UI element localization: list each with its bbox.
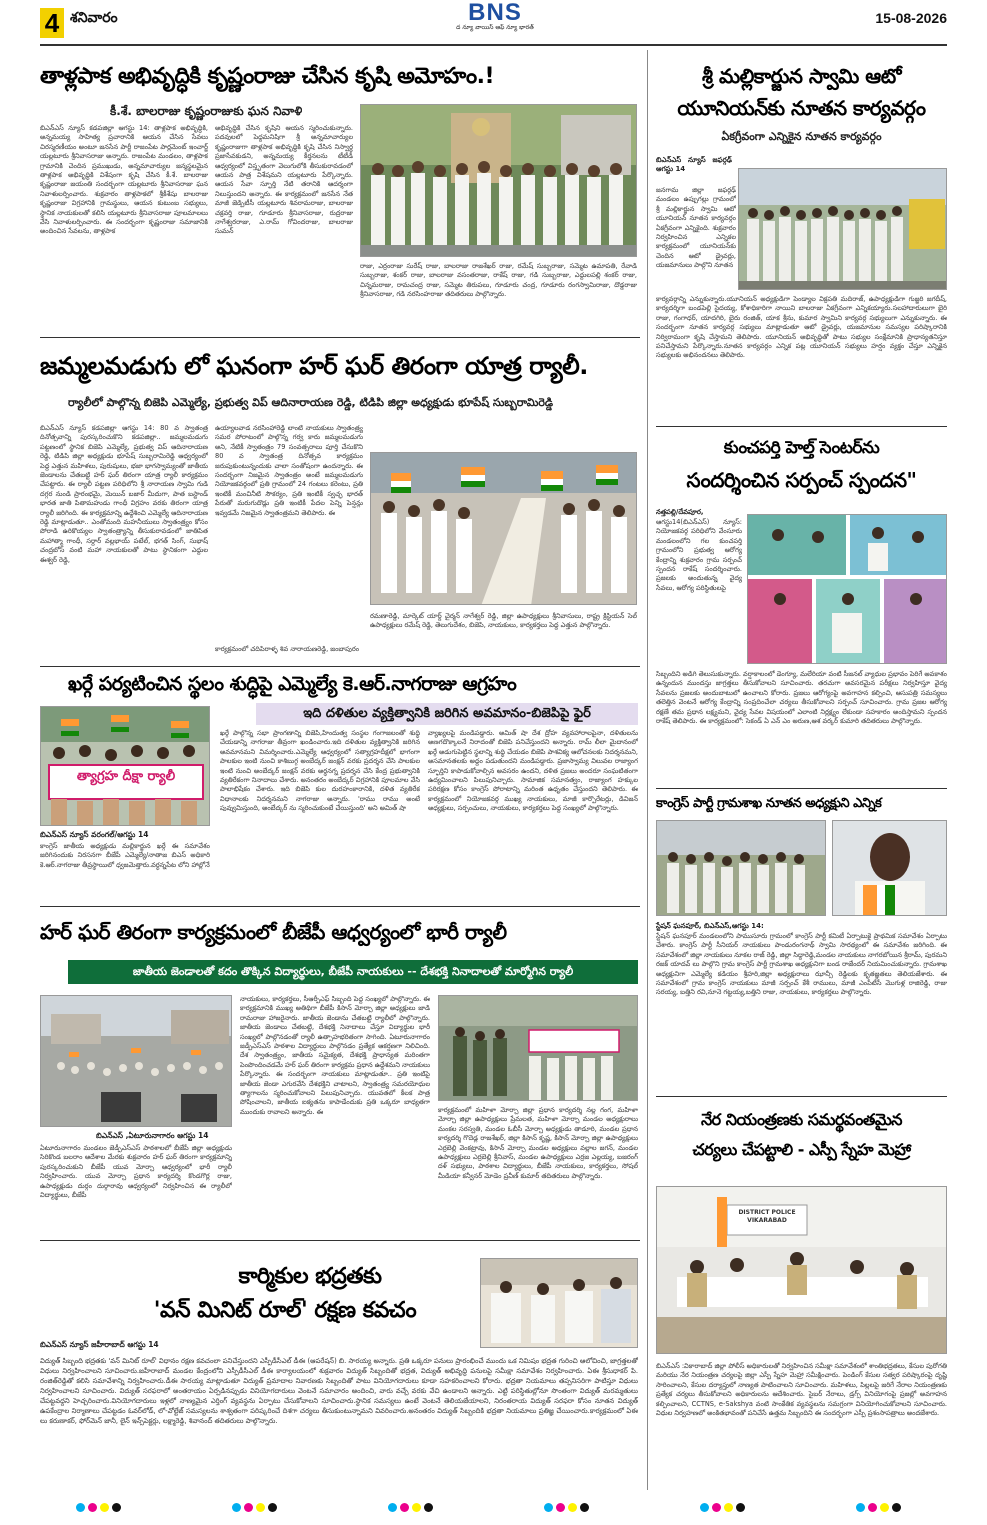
photo-sign-text: DISTRICT POLICE VIKARABAD	[738, 1209, 796, 1224]
story3-body-col1: కాంగ్రెస్ జాతీయ అధ్యక్షుడు మల్లికార్జున ఖర్గే ఈ సమావేశం జరిగినందుకు నిరసనగా బీజేపీ ఎమ్మెల్యే/నాతాజ బిఎస్ అధికారి కె.ఆర్.నాగరాజు తీవ్రస్థాయిలో ధ్వజమెత్తారు.వర్ధన్నపేట లోని హాల్లోనే	[40, 842, 210, 869]
story1-subhead: కీ.శే. బాలరాజు కృష్ణంరాజుకు ఘన నివాళి	[110, 104, 303, 118]
story-divider	[656, 1096, 947, 1097]
story2-body-col2: ఉయ్యాలవాడ నరసింహారెడ్డి లాంటి నాయకులు స్వాతంత్ర్య సమర పోరాటంలో పాల్గొన్న గర్వ కారు జమ్మలమడుగు అని, నేటికీ స్వాతంత్రం 79 సంవత్సరాలు పూర్తి చేసుకొని 80 వ స్వాతంత్ర దినోత్సవ కార్యక్రమం జరుపుకుంటున్నందుకు చాలా సంతోషంగా ఉందన్నారు. ఈ సందర్భంగా నిజమైన స్వాతంత్రం అంటే జమ్మలమడుగు నియోజకవర్గంలో ప్రతి గ్రామంలో 24 గంటలు కరెంటు, ప్రతి ఇంటికీ మంచినీటి సౌకర్యం, ప్రతి ఇంటికీ స్వచ్ఛ భారత్ పేరుతో మరుగుదొడ్లు ప్రతి ఇంటికీ పేదల పెన్ని పెన్షన్లు ఇవ్వడమే నిజమైన స్వాతంత్రమని తెలిపారు. ఈ	[215, 424, 363, 517]
story3-body-col2: ఖర్గే పాల్గొన్న సభా ప్రాంగణాన్ని బిజెపి,హిందుత్వ సంస్థల గంగాజలంతో శుద్ధి చేయడాన్ని నాగరాజు తీవ్రంగా ఖండించారు.ఇది దళితుల వ్యక్తిత్వానికి జరిగిన అవమానమని విమర్శించారు.ఎమ్మెల్యే ఆధ్వర్యంలో సత్యాగ్రహదీక్షలో భాగంగా పాలకుల ఇంటి నుంచి కాశిబుగ్గ అంబేద్కర్ జంక్షన్ వరకు ప్రదర్శన చేసి పాలకుల ఇంటి నుంచి అంబేద్కర్ జంక్షన్ వరకు అర్ధనగ్న ప్రదర్శన చేసి కేంద్ర ప్రభుత్వానికి వ్యతిరేకంగా నినాదాలు చేశారు. అనంతరం అంబేద్కర్ విగ్రహానికి పూలమాల వేసి పాలాభిషేకం చేశారు. ఇది బిజెపి కుల దురహంకారానికి, దళిత వ్యతిరేక విధానాలకు నిదర్శనమని నాగరాజు అన్నారు. 'రాము రాము అంటే పువ్వుమిస్తుంది, అంబేద్కర్ ను స్మరించుకుంటే చేయిస్తుంది' అని అమిత్ షా	[220, 729, 420, 813]
registration-marks	[76, 1503, 121, 1512]
story5-dateline: బిఎన్ఎస్ న్యూస్ జహీరాబాద్ ఆగస్టు 14	[40, 1340, 159, 1349]
story2-subhead: ర్యాలీలో పాల్గొన్న బిజెపి ఎమ్మెల్యే, ప్రభుత్వ విప్ ఆదినారాయణ రెడ్డి, టిడిపి జిల్లా అధ్యక్షుడు భూపేష్ సుబ్బరామిరెడ్డి	[68, 396, 554, 409]
story4-photo-left	[40, 995, 232, 1127]
statue-tribute-photo	[361, 105, 637, 257]
right3-photo-portrait	[832, 820, 947, 916]
registration-marks	[700, 1503, 745, 1512]
right1-body-full: కార్యవర్గాన్ని ఎన్నుకున్నారు.యూనియన్ అధ్యక్షుడిగా పెండ్యాల విక్రపతి మదిరాజ్, ఉపాధ్యక్షుడిగా గుజ్జరి జగదీష్, కార్యదర్శిగా బండపెల్లి సైదయ్య, కోశాధికారిగా నాయిని బాలరాజు ఏకగ్రీవంగా ఎన్నికయ్యారు.సలహాదారులుగా బైరి రాజు, గంగాధర్, యాదగిరి, బైరు రంజిత్, యాక శ్రీను, కుమార స్వామిని కార్యవర్గ సభ్యులుగా ఎన్నుకున్నారు. ఈ సందర్భంగా నూతన కార్యవర్గ సభ్యులు మాట్లాడుతూ ఆటో డ్రైవర్లు, యజమానుల సమస్యల పరిష్కారానికి నిర్విరామంగా కృషి చేస్తామని తెలిపారు. యూనియన్ అభివృద్ధితో పాటు సభ్యుల సంక్షేమానికి ప్రాధాన్యతనిస్తూ పనిచేస్తామని పేర్కొన్నారు.నూతన కార్యవర్గం ఎన్నిక పట్ల యూనియన్ సభ్యులు హర్షం వ్యక్తం చేస్తూ ఎన్నికైన సభ్యులకు అభినందనలు తెలిపారు.	[656, 295, 947, 360]
right3-dateline: స్టేషన్ ఘనపూర్, బిఎన్ఎస్,ఆగస్టు 14:	[656, 922, 764, 930]
right1-headline-line1: శ్రీ మల్లికార్జున స్వామి ఆటో	[701, 64, 902, 88]
story5-headline-line2: 'వన్ మినిట్ రూల్' రక్షణ కవచం	[153, 1298, 417, 1323]
masthead-day: శనివారం	[70, 10, 118, 26]
right1-body-col1: జనగామ జిల్లా జఫర్గఢ్ మండలం ఉప్పుగల్లు గ్రామంలో శ్రీ మల్లికార్జున స్వామి ఆటో యూనియన్ నూతన కార్యవర్గం ఏకగ్రీవంగా ఎన్నికైంది. శుక్రవారం నిర్వహించిన ఎన్నికల కార్యక్రమంలో యూనియన్‌కు చెందిన ఆటో డ్రైవర్లు, యజమానులు పాల్గొని నూతన	[656, 186, 736, 270]
registration-marks	[856, 1503, 901, 1512]
story-divider	[656, 788, 947, 789]
registration-marks	[388, 1503, 433, 1512]
masthead	[0, 0, 987, 44]
story3-subhead: ఇది దళితుల వ్యక్తిత్వానికి జరిగిన అవమానం-బిజెపిపై ఫైర్	[256, 703, 638, 725]
story3-photo	[40, 706, 210, 826]
story-divider	[656, 426, 947, 427]
right4-body: బిఎన్ఎస్ :వికారాబాద్ జిల్లా పోలీస్ అధికారులతో నిర్వహించిన సమీక్షా సమావేశంలో శాంతిభద్రతలు, కేసుల పురోగతి మరియు నేర నియంత్రణ చర్యలపై జిల్లా ఎస్పీ స్నేహ మెహ్రా సమీక్షించారు. పెండింగ్ కేసుల సత్వర పరిష్కారంపై దృష్టి సారించాలని, కేసుల దర్యాప్తులో నాణ్యత పాటించాలని సూచించారు. మహిళలు, పిల్లలపై జరిగే నేరాల నియంత్రణకు ప్రత్యేక చర్యలు తీసుకోవాలని అధికారులను ఆదేశించారు. సైబర్ నేరాలు, డ్రగ్స్ వినియోగంపై ప్రజల్లో అవగాహన కల్పించాలని, CCTNS, e-Sakshya వంటి సాంకేతిక వ్యవస్థలను సమగ్రంగా వినియోగించుకోవాలని సూచించారు. విధుల నిర్వహణలో అంకితభావంతో పనిచేసే ఉత్తమ సిబ్బందిని ఈ సందర్భంగా ఎస్పీ ప్రశంసాపత్రాలు అందజేశారు.	[656, 1362, 947, 1418]
story1-body-col2: అభివృద్ధికి చేసిన కృషిని ఆయన స్మరించుకున్నారు. పదవులలో పెద్దమనిషిగా శ్రీ అన్నమాచార్యుల కృష్ణంరాజుగా తాళ్లపాక అభివృద్ధికి కృషి చేసిన నిస్వార్థ ప్రజాసేవకుడని, అన్నమయ్య కీర్తనలను టీటీడీ ఆధ్వర్యంలో విస్తృతంగా వెలుగులోకి తీసుకురావడంలో ఆయన పాత్ర విశేషమని యల్లటూరు పేర్కొన్నారు. ఆయన సేవా స్ఫూర్తి నేటి తరానికి ఆదర్శంగా నిలుస్తుందని అన్నారు. ఈ కార్యక్రమంలో జనసేన నేత మాజీ జెడ్పిటీసీ యల్లటూరు శివరామరాజు, బాలరాజు చక్రవర్తి రాజు, గూడూరు శ్రీనివాసరాజు, రుద్రరాజు నాగేశ్వరరాజు, ఎ.రామ్ గోవిందరాజు, బాలరాజు సుమన్	[215, 124, 353, 236]
story4-body-col3: కార్యక్రమంలో మహిళా మోర్చా జిల్లా ప్రధాన కార్యదర్శి నల్ల గంగ, మహిళా మోర్చా జిల్లా ఉపాధ్యక్షులు ప్రేమలత, మహిళా మోర్చా మండల అధ్యక్షురాలు మంకల సరస్వతి, మండల ఓబీసీ మోర్చా అధ్యక్షుడు తాడూరి, మండల ప్రధాన కార్యదర్శి గొదెడ్ల రాజశేఖర్, జిల్లా కిసాన్ కృష్ణ, కిసాన్ మోర్చా జిల్లా ఉపాధ్యక్షులు ఎర్రబెల్లి వెంకట్రావు, కిసాన్ మోర్చా మండల అధ్యక్షులు వల్లాల జగన్, మండల ఉపాధ్యక్షులు ఎర్రబెల్లి శ్రీనివాస్, మండల ఉపాధ్యక్షులు ఎర్రజ ఎల్లయ్య, బజరంగ్ దళ్ సభ్యులు, పాఠశాల విద్యార్థులు, బీజేపీ నాయకులు, కార్యకర్తలు, సోషల్ మీడియా కన్వీనర్ మోడెం ప్రవీణ్ కుమార్ తదితరులు పాల్గొన్నారు.	[438, 1106, 638, 1180]
right1-headline-line2: యూనియన్‌కు నూతన కార్యవర్గం	[677, 96, 926, 120]
logo-tagline: ద న్యూ వాయిస్ ఆఫ్ న్యూ భారత్	[456, 24, 534, 31]
electricity-meeting-photo	[481, 1259, 638, 1348]
masthead-rule	[40, 44, 947, 46]
story-divider	[40, 906, 640, 907]
right4-headline-line2: చర్యలు చేపట్టాలి - ఎస్పీ స్నేహ మెహ్రా	[692, 1140, 911, 1159]
story1-body-col3: రాజు, ఎర్రంరాజు సురేష్ రాజు, బాలరాజు రాజశేఖర్ రాజు, రమేష్ సుబ్బరాజు, సమ్మెట ఉమాపతి, రేవాడి సుబ్బరాజు, శంకర్ రాజు, బాలరాజు వసంతరాజు, రాకేష్ రాజు, గడి సుబ్బరాజు, ఎద్దులపల్లి శంకర్ రాజు, చిన్నమరాజు, రామచంద్ర రాజు, సమ్మెట తిరుపలు, గూడూరు చంద్ర, గూడూరు రంగస్వామిరాజు, దొడ్డరాజు శ్రీనివాసరాజు, గడి నరసింహరాజు తదితరులు పాల్గొన్నారు.	[360, 262, 637, 299]
bns-logo	[440, 2, 550, 38]
right2-dateline: నత్తపల్లి/దేవపూర,	[656, 508, 704, 516]
right2-body-col1: ఆగస్టు14(బిఎన్ఎస్) న్యూస్: నియోజకవర్గ పరిధిలోని వేంసూరు మండలంలోని గల కుంచపర్తి గ్రామంలోని ప్రభుత్వ ఆరోగ్య కేంద్రాన్ని శుక్రవారం గ్రామ సర్పంచ్ స్పందన రాకేష్ సందర్శించారు. ప్రజలకు అందుతున్న వైద్య సేవలు, ఆరోగ్య పరిస్థితులపై	[656, 518, 742, 592]
story5-body: విద్యుత్ సిబ్బంది భద్రతకు 'వన్ మినిట్ రూల్' విధానం రక్షణ కవచంలా పనిచేస్తుందని ఎస్పీడీసీఎల్ డీఈ (ఆపరేషన్) బి. సారయ్య అన్నారు. ప్రతి ఒక్కరూ పనులు ప్రారంభించే ముందు ఒక నిమిషం భద్రత గురించి ఆలోచించి, జాగ్రత్తలతో విధులు నిర్వహించాలని సూచించారు.జహీరాబాద్ మండల కేంద్రంలోని ఎస్పీడీసీఎల్ డీఈ కార్యాలయంలో శుక్రవారం విద్యుత్ సిబ్బందితో భద్రత, విద్యుత్ అభివృద్ధి పనులపై సమీక్షా సమావేశం నిర్వహించారు. ఏఈ శ్రీసుధాకర్ పి. రంజిత్‌రెడ్డితో కలిసి సమావేశాన్ని నిర్వహించారు.డీఈ సారయ్య మాట్లాడుతూ విద్యుత్ ప్రమాదాల నివారణకు సిబ్బందితో పాటు వినియోగదారులు కూడా సహకరించాలని కోరారు. భద్రతా నియమాలు తప్పనిసరిగా పాటిస్తూ విధులు నిర్వహించాలని సూచించారు. విద్యుత్ సరఫరాలో అంతరాయం ఏర్పడినప్పుడు వినియోగదారులు వెంటనే సమాచారం అందించి, వారు వచ్చే వరకు వేచి ఉండాలని అన్నారు. ఎట్టి పరిస్థితుల్లోనూ సొంతంగా విద్యుత్ మరమ్మతులు చేపట్టవద్దని హెచ్చరించారు.వినియోగదారులు ఇళ్లలో నాణ్యమైన ఎర్తింగ్ వ్యవస్థను ఏర్పాటు చేసుకోవాలని సూచించారు.స్థానిక సమస్యలు ఉంటే వెంటనే తెలియజేయాలని, నిరంతరాయ విద్యుత్ సరఫరా కోసం నూతన విద్యుత్ ఉపకేంద్రాల నిర్మాణాలు చేపట్టడం ఓవర్‌లోడ్, లో-వోల్టేజ్ సమస్యలను శాశ్వతంగా పరిష్కరించే దిశగా చర్యలు తీసుకుంటున్నామని వివరించారు.అనంతరం విద్యుత్ సిబ్బందికి భద్రతా నియమాలు ప్రతిజ్ఞ చేయించారు.కార్యక్రమంలో ఏఈ లు కరుణాకర్, ఫోర్‌మెన్ జానీ, లైన్ ఇన్స్‌పెక్టర్లు, లక్ష్మారెడ్డి, శివానంద్ తదితరులు పాల్గొన్నారు.	[40, 1357, 638, 1425]
story2-body-col3: రమణారెడ్డి, మార్కెట్ యార్డ్ చైర్మన్ నాగేశ్వర్ రెడ్డి, జిల్లా ఉపాధ్యక్షులు శ్రీనివాసులు, రాష్ట్ర క్రిస్టియన్ సెల్ ఉపాధ్యక్షులు రమేష్ రెడ్డి, తెలుగుదేశం, బిజెపి, నాయకులు, కార్యకర్తలు పెద్ద ఎత్తున పాల్గొన్నారు.	[370, 612, 637, 630]
story3-body-col3: వ్యాఖ్యలపై మండిపడ్డారు. అమిత్ షా దేశ ద్రోహ వ్యవహారాలపైనా, దళితులను అణగదొక్కాలనే నిరాదంతో బిజెపి పనిచేస్తుందని అన్నారు. రామ్ లీలా మైదానంలో ఖర్గే అడుగుపెట్టిన స్థలాన్ని శుద్ధి చేయడం బిజెపి పాశవిక్య ఆలోచనలకు నిదర్శనమని, అసమానతలకు అద్దం పడుతుందని మండిపడ్డారు. ప్రజాస్వామ్య విలువల రాజ్యాంగ స్ఫూర్తిని కాపాడుకోవాల్సిన అవసరం ఉందని, దళిత ప్రజలు అందరూ సంఘటితంగా ఉద్యమించాలని పిలుపునిచ్చారు. సామాజిక సమానత్వం, రాజ్యాంగ హక్కుల పరిరక్షణ కోసం కాంగ్రెస్ పోరాటాన్ని మరింత ఉధృతం చేస్తుందని తెలిపారు. ఈ కార్యక్రమంలో నియోజకవర్గ ముఖ్య నాయకులు, మాజీ కార్పొరేటర్లు, డివిజన్ అధ్యక్షులు, సర్పంచులు, నాయకులు, కార్యకర్తలు పెద్ద సంఖ్యలో పాల్గొన్నారు.	[428, 729, 638, 813]
story5-photo	[480, 1258, 638, 1348]
column-divider	[647, 50, 648, 1490]
right2-photo	[747, 514, 947, 664]
story4-body-col2: నాయకులు, కార్యకర్తలు, సీఆర్పీఎఫ్ సిబ్బంది పెద్ద సంఖ్యలో పాల్గొన్నారు. ఈ కార్యక్రమానికి ముఖ్య అతిథిగా బీజేపీ కిసాన్ మోర్చా జిల్లా అధ్యక్షులు జాడి రామరాజు హాజరైనారు. జాతీయ జెండాను చేతబట్టి ర్యాలీలో పాల్గొన్నారు. జాతీయ జెండాలు చేతబట్టి, దేశభక్తి నినాదాలు చేస్తూ విద్యార్థుల భారీ సంఖ్యలో పాల్గొనడంతో ర్యాలీ ఉత్సాహభరితంగా సాగింది. ఏటూరునాగారం జడ్పీఎస్ఎస్ పాఠశాల విద్యార్థులు పాల్గొనడం ప్రత్యేక ఆకర్షణగా నిలిచింది. దేశ స్వాతంత్ర్యం, జాతీయ సమైక్యత, దేశభక్తి ప్రాధాన్యత మరింతగా పెంపొందించడమే హర్ ఘర్ తిరంగా కార్యక్రమ ప్రధాన ఉద్దేశమని నాయకులు పేర్కొన్నారు. ఈ సందర్భంగా నాయకులు మాట్లాడుతూ.. ప్రతి ఇంటిపై జాతీయ జెండా ఎగురవేసి దేశభక్తిని చాటాలని, స్వాతంత్ర్య సమరయోధుల త్యాగాలను స్మరించుకోవాలని పిలుపునిచ్చారు. యువతలో కీలక పాత్ర పోషించాలని, జాతీయ ఐక్యతను కాపాడేందుకు ప్రతి ఒక్కరూ బాధ్యతగా ముందుకు రావాలని అన్నారు. ఈ	[240, 995, 430, 1116]
story3-dateline: బిఎన్ఎస్ న్యూస్ వరంగల్/ఆగస్టు 14	[40, 830, 149, 839]
right3-headline: కాంగ్రెస్ పార్టీ గ్రామశాఖ నూతన అధ్యక్షుని ఎన్నిక	[656, 796, 882, 811]
registration-marks	[232, 1503, 277, 1512]
story1-headline: తాళ్లపాక అభివృద్ధికి కృష్ణంరాజు చేసిన కృషి అమోహం.!	[40, 64, 495, 89]
story4-banner: జాతీయ జెండాలతో కదం తొక్కిన విద్యార్థులు, బీజేపీ నాయకులు -- దేశభక్తి నినాదాలతో మార్మోగిన ర్యాలీ	[68, 960, 638, 984]
right1-photo	[738, 168, 947, 290]
story-divider	[40, 337, 640, 338]
right1-subhead: ఏకగ్రీవంగా ఎన్నికైన నూతన కార్యవర్గం	[721, 130, 882, 143]
story1-photo	[360, 104, 637, 257]
story1-body-col1: బిఎన్ఎస్ న్యూస్ కడపజిల్లా ఆగస్టు 14: తాళ్లపాక అభివృద్ధికి, అన్నమయ్య సాహిత్య ప్రచారానికి ఆయన చేసిన సేవలు చిరస్మరణీయం అంటూ జనసేన పార్టీ రాజంపేట పార్లమెంట్ ఇంచార్జ్ యల్లటూరు శ్రీనివాసరాజు అన్నారు. రాజంపేట మండలం, తాళ్లపాక గ్రామానికి చెందిన ప్రముఖుడు, అన్నమాచార్యుల జన్మస్థలమైన తాళ్లపాక అభివృద్ధికి విశేషంగా కృషి చేసిన కీ.శే. బాలరాజు కృష్ణంరాజు జయంతి సందర్భంగా యల్లటూరు శ్రీనివాసరాజు ఘన నివాళులర్పించారు. శుక్రవారం తాళ్లపాకలో శ్రీకీశేషు బాలరాజు కృష్ణంరాజు విగ్రహానికి గ్రామస్థులు, ఆయన కుటుంబ సభ్యులు, స్థానిక నాయకులతో కలిసి యల్లటూరు శ్రీనివాసరాజు పూలమాలలు వేసి నివాళులర్పించారు. ఈ సందర్భంగా కృష్ణంరాజు సమాజానికి అందించిన సేవలను, తాళ్లపాక	[40, 124, 208, 236]
story2-body-tail: కార్యక్రమంలో చదిపిరాళ్ళ శివ నారాయణరెడ్డి, జంబాపురం	[215, 645, 360, 653]
story4-headline: హర్ ఘర్ తిరంగా కార్యక్రమంలో బీజేపీ ఆధ్వర్యంలో భారీ ర్యాలీ	[40, 920, 507, 944]
crpf-students-photo	[439, 996, 638, 1101]
story4-photo-right	[438, 995, 638, 1101]
health-centre-photo-collage	[748, 515, 947, 664]
right2-headline-line1: కుంచపర్తి హెల్త్ సెంటర్‌ను	[723, 438, 880, 458]
story-divider	[40, 1240, 640, 1241]
protest-rally-photo	[41, 707, 210, 826]
story-divider	[40, 666, 640, 667]
right3-photo-group	[656, 820, 826, 916]
photo-banner-text: త్యాగ్రహ దీక్షా ర్యాలీ	[76, 769, 176, 784]
president-portrait-photo	[833, 821, 947, 916]
registration-marks	[544, 1503, 589, 1512]
story2-body-col1: బిఎన్ఎస్ న్యూస్ కడపజిల్లా ఆగస్టు 14: 80 వ స్వాతంత్ర దినోత్సవాన్ని పురస్కరించుకొని కడపజిల్లా.. జమ్మలమడుగు పట్టణంలో స్థానిక బిజెపి ఎమ్మెల్యే, ప్రభుత్వ విప్ ఆదినారాయణ రెడ్డి, టిడిపి జిల్లా అధ్యక్షుడు భూపేష్ సుబ్బరామిరెడ్డి ఆధ్వర్యంలో పెద్ద ఎత్తున మహిళలు, పురుషులు, భజా భాగస్వామ్యంతో జాతీయ జెండాలను చేతబట్టి హర్ ఘర్ తిరంగా యాత్ర ర్యాలీ కార్యక్రమం చేపట్టారు. ఈ ర్యాలీ పట్టణ పరిధిలోని శ్రీ నారాయణ స్వామి గుడి దగ్గర నుండి ప్రారంభమై, మెయిన్ బజార్ మీదుగా, పాత బస్టాండ్ భారత జాతి పితామహుడు గాంధీ విగ్రహం వరకు తిరంగా యాత్ర ర్యాలీ జరిగింది. ఈ కార్యక్రమాన్ని ఉద్దేశించి ఎమ్మెల్యే ఆదినారాయణ రెడ్డి మాట్లాడుతూ.. ఎంతోమంది మహనీయులు స్వాతంత్ర్యం కోసం పోరాడి ఉరికొయ్యల స్వాతంత్ర్యాన్ని తీసుకురావడంలో జాతిపిత మహాత్మా గాంధీ, సర్దార్ వల్లభాయ్ పటేల్, భగత్ సింగ్, సుభాష్ చంద్రబోస్ వంటి మహా నాయకులతో పాటు స్థానికంగా ఎద్దుల ఈశ్వర్ రెడ్డి,	[40, 424, 208, 564]
story3-headline: ఖర్గే పర్యటించిన స్థలం శుద్ధిపై ఎమ్మెల్యే కె.ఆర్.నాగరాజు ఆగ్రహం	[68, 673, 517, 695]
story4-dateline: బిఎన్ఎస్ ,ఏటూరునాగారం ఆగస్టు 14	[96, 1131, 209, 1140]
logo-mark: BNS	[468, 0, 522, 26]
story2-headline: జమ్మలమడుగు లో ఘనంగా హర్ ఘర్ తిరంగా యాత్ర ర్యాలీ.	[40, 352, 588, 380]
street-rally-photo	[41, 996, 232, 1127]
masthead-date: 15-08-2026	[875, 10, 947, 26]
story2-photo	[370, 452, 637, 605]
page-number: 4	[40, 8, 64, 38]
story4-body-col1: ఏటూరునాగారం మండలం జెడ్పీఎస్ఎస్ పాఠశాలలో బీజేపీ జిల్లా అధ్యక్షుడు సిరికొండ బలరాం ఆదేశాల మేరకు శుక్రవారం హర్ ఘర్ తిరంగా కార్యక్రమాన్ని పురస్కరించుకుని బీజేపీ యువ మోర్చా ఆధ్వర్యంలో భారీ ర్యాలీ నిర్వహించారు. యువ మోర్చా ప్రధాన కార్యదర్శి కొండగొర్ల రాజు, ఉపాధ్యక్షుడు దుర్గం దుర్గారావు ఆధ్వర్యంలో నిర్వహించిన ఈ ర్యాలీలో విద్యార్థులు, బీజేపీ	[40, 1144, 232, 1200]
story5-headline-line1: కార్మికుల భద్రతకు	[238, 1264, 382, 1289]
right2-body-full: సిబ్బందిని అడిగి తెలుసుకున్నారు. వర్షాకాలంలో డెంగ్యూ, మలేరియా వంటి సీజనల్ వ్యాధుల ప్రభావం పెరిగే అవకాశం ఉన్నందున ముందస్తు జాగ్రత్తలు తీసుకోవాలని సూచించారు. తరచుగా అవసరమైన పరీక్షలు నిర్వహిస్తూ వైద్య సేవలను ప్రజలకు అందుబాటులో ఉంచాలని కోరారు. ప్రజలు ఆరోగ్యంపై అవగాహన కల్పించి, ఆసుపత్రి సమస్యలు తలెత్తిన వెంటనే ఆరోగ్య కేంద్రాన్ని సంప్రదించేలా చర్యలు తీసుకోవాలని సర్పంచ్ సూచించారు. గ్రామ ప్రజల ఆరోగ్య రక్షణే తమ ప్రధాన లక్ష్యమని, వైద్య సేవల విషయంలో ఎలాంటి నిర్లక్ష్యం లేకుండా సహకారం అందిస్తామని స్పందన రాకేష్ తెలిపారు. ఈ కార్యక్రమంలో: సెకండ్ ఏ ఎన్ ఎం అరుణ,ఆశ వర్కర్ కుమారి తదితరులు పాల్గొన్నారు.	[656, 670, 947, 726]
auto-union-group-photo	[739, 169, 947, 290]
village-meeting-photo	[657, 821, 826, 916]
right1-dateline: బిఎన్ఎస్ న్యూస్ జఫర్గఢ్ ఆగస్టు 14	[656, 156, 732, 174]
tiranga-rally-photo	[371, 453, 637, 605]
right3-body: స్టేషన్ ఘనపూర్ మండలంలోని పాముసూరు గ్రామంలో కాంగ్రెస్ పార్టీ కమిటీ ఏర్పాటుకై ప్రాథమిక సమావేశం ఏర్పాటు చేశారు. కాంగ్రెస్ పార్టీ సీనియర్ నాయకులు పాండురంగనాథ్ స్వామి సారథ్యంలో ఈ సమావేశం జరిగింది. ఈ సమావేశంలో జిల్లా నాయకులు నూకల రాజ్ రెడ్డి, జిల్లా సిద్దారెడ్డి,మండల నాయకులు నాగరబోయిన శ్రీరామ్, పురమని రజక్ యాదవ్ లు పాల్గొని గ్రామ కాంగ్రెస్ పార్టీ గ్రామశాఖ అధ్యక్షునిగా బండ రాజేందర్ నియమించుకున్నారు. గ్రామశాఖ అధ్యక్షునిగా ఎమ్మెల్యే కడియం శ్రీహరి,జిల్లా అధ్యక్షురాలు ఝాన్సీ రెడ్డిలకు కృతజ్ఞతలు తెలియజేశారు. ఈ సమావేశంలో గ్రామ కాంగ్రెస్ నాయకులు మాజీ సర్పంచ్ కేశీ రాములు, మాజీ ఎంపీటీసీ మొగుళ్ల రాజిరెడ్డి, రాజు సరయ్య, బత్తిని రవి,నూనె గట్టయ్య,బత్తిని రాజు, నాయకులు, కార్యకర్తలు పాల్గొన్నారు.	[656, 932, 947, 997]
right2-headline-line2: సందర్శించిన సర్పంచ్ స్పందన"	[686, 468, 917, 492]
right4-headline-line1: నేర నియంత్రణకు సమర్థవంతమైన	[700, 1110, 903, 1129]
right4-photo	[656, 1186, 947, 1354]
